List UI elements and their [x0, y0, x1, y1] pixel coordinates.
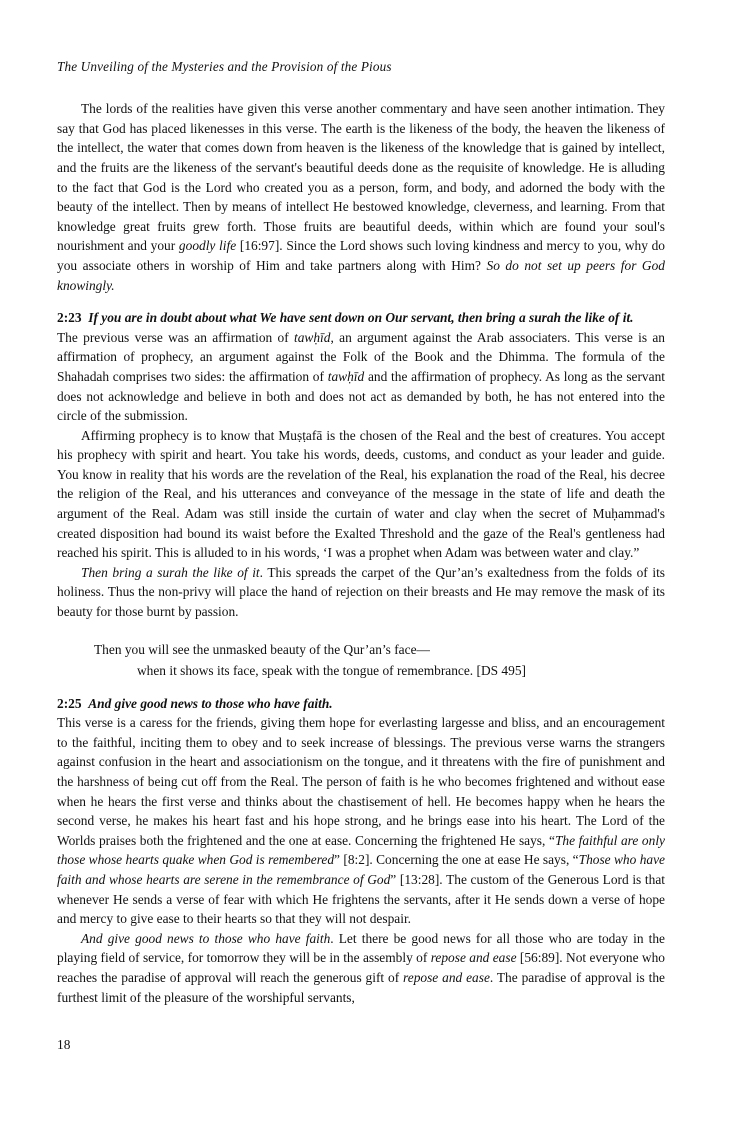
quran-phrase-repose-and-ease: repose and ease [403, 969, 490, 985]
verse-text: If you are in doubt about what We have sent down on Our servant, then bring a surah the like of it. [88, 310, 634, 326]
quran-phrase-no-peers: So do not set up peers for God knowingly. [57, 257, 665, 293]
paragraph-lords-of-realities [57, 99, 665, 295]
verse-number: 2:25 [57, 695, 82, 711]
text-run: Affirming prophecy is to know that Muṣṭafā is the chosen of the Real and the best of creatures. You accept his prophecy with spirit and heart. You take his words, deeds, customs, and conduct as your leader and guide. You know in reality that his words are the revelation of the Real, his explanation the road of the Real, his decree the religion of the Real, and his utterances and conveyance of the message in the state of life and death the argument of the Real. Adam was still inside the curtain of water and clay when the secret of Muḥammad's created disposition had bound its waist before the Exalted Threshold and the gaze of the Real's gentleness had reached his spirit. This is alluded to in his words, ‘I was a prophet when Adam was between water and clay.” [57, 427, 665, 561]
verse-heading-2-25 [57, 681, 665, 714]
paragraph-previous-verse [57, 328, 665, 426]
poetry-block [57, 622, 665, 681]
page-body [57, 73, 665, 1007]
text-run: and the affirmation of prophecy. As long as the servant does not acknowledge and believe in both and does not act as demanded by both, he has not entered into the circle of the submission. [57, 368, 665, 424]
verse-number: 2:23 [57, 310, 82, 326]
poetry-line: Then you will see the unmasked beauty of the Qur’an’s face— [94, 641, 430, 657]
page-number: 18 [57, 1037, 71, 1052]
text-run: [56:89]. Not everyone who reaches the paradise of approval will reach the generous gift of [57, 950, 665, 985]
verse-text: And give good news to those who have faith. [88, 695, 333, 711]
term-tawhid: tawḥīd [294, 329, 331, 345]
term-tawhid: tawḥīd [327, 368, 365, 384]
paragraph-verse-is-a-caress [57, 713, 665, 929]
text-run: The lords of the realities have given this verse another commentary and have seen another intimation. They say that God has placed likenesses in this verse. The earth is the likeness of the body, the heaven the likeness of the intellect, the water that comes down from heaven is the likeness of the knowledge that is gained by intellect, and the fruits are the likeness of the servant's beautiful deeds done as the requisite of knowledge. He is alluding to the fact that God is the Lord who created you as a person, form, and body, and adorned the body with the beauty of the intellect. Then by means of intellect He bestowed knowledge, cleverness, and learning. From that knowledge great fruits grew forth. Those fruits are beautiful deeds, within which are found your soul's nourishment and your [57, 101, 665, 254]
running-head: The Unveiling of the Mysteries and the Provision of the Pious [57, 59, 392, 74]
poetry-line: when it shows its face, speak with the tongue of remembrance. [DS 495] [137, 662, 526, 678]
paragraph-then-bring-a-surah [57, 563, 665, 622]
text-run: The previous verse was an affirmation of [57, 329, 295, 345]
text-run: [16:97]. Since the Lord shows such loving kindness and mercy to you, why do you associate others in worship of Him and take partners along with Him? [57, 238, 666, 273]
text-run: ” [8:2]. Concerning the one at ease He says, “ [334, 852, 579, 868]
quran-phrase-goodly-life: goodly life [178, 238, 237, 254]
paragraph-and-give-good-news [57, 929, 665, 1007]
text-run: , an argument against the Arab associaters. This verse is an affirmation of prophecy, an argument against the Folk of the Book and the Dhimma. The formula of the Shahadah comprises two sides: the affirmation of [57, 329, 666, 384]
text-run: . Let there be good news for all those who are today in the playing field of service, for tomorrow they will be in the assembly of [57, 930, 665, 966]
page-content-column [57, 0, 665, 1007]
quran-quote-8-2: The faithful are only those whose hearts quake when God is remembered [57, 832, 665, 868]
quran-phrase-give-good-news: And give good news to those who have faith [81, 930, 331, 946]
text-run: . This spreads the carpet of the Qur’an’s exaltedness from the folds of its holiness. Thus the non-privy will place the hand of rejection on their breasts and He may remove the mask of its beauty for those burnt by passion. [57, 564, 666, 620]
text-run: This verse is a caress for the friends, giving them hope for everlasting largesse and bliss, and an encouragement to the faithful, inciting them to obey and to seek increase of blessings. The previous verse warns the strangers against confusion in the heart and associationism on the tongue, and it threatens with the fire of punishment and the harshness of being cut off from the Real. The person of faith is he who becomes frightened and without ease when he hears the first verse and thinks about the chastisement of hell. He becomes happy when he hears the second verse, he makes his heart fast and his hope strong, and he brings ease into his heart. The Lord of the Worlds praises both the frightened and the one at ease. Concerning the frightened He says, “ [57, 715, 665, 848]
text-run: . The paradise of approval is the furthest limit of the pleasure of the worshipful servants, [57, 969, 665, 1005]
quran-phrase-repose-and-ease: repose and ease [430, 950, 517, 966]
quran-phrase-then-bring-surah: Then bring a surah the like of it [81, 564, 260, 580]
verse-heading-2-23 [57, 295, 665, 328]
quran-quote-13-28: Those who have faith and whose hearts are serene in the remembrance of God [57, 852, 665, 887]
paragraph-affirming-prophecy [57, 426, 665, 563]
text-run: ” [13:28]. The custom of the Generous Lord is that whenever He sends a verse of fear with which He frightens the servants, after it He sends down a verse of hope and mercy to give ease to their hearts so that they will not despair. [57, 871, 665, 927]
